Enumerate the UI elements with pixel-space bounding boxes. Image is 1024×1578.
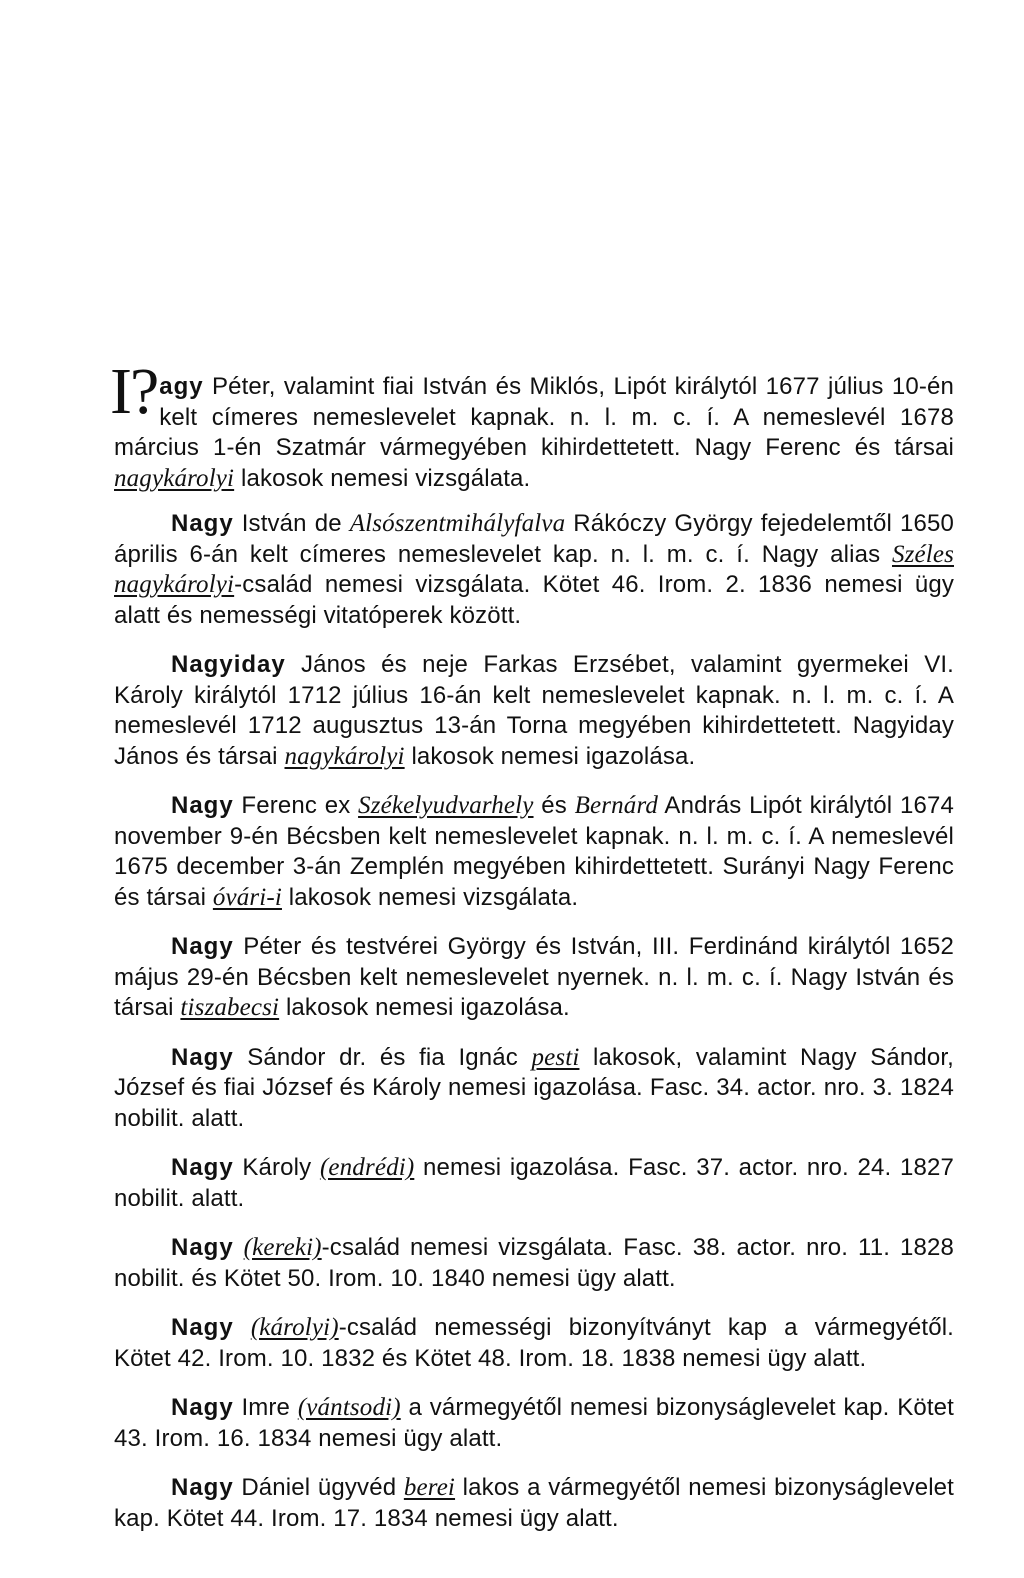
place-name-italic: (endrédi) xyxy=(319,1154,415,1181)
place-name-italic: (vántsodi) xyxy=(297,1394,401,1421)
entry-lead-name: Nagy xyxy=(171,510,234,537)
place-name-italic: Alsószentmihályfalva xyxy=(349,510,566,537)
entry-lead-name: Nagyiday xyxy=(171,651,286,678)
body-text: lakosok, valamint Nagy Sándor, József és fiai József és Károly nemesi igazolása. Fasc. 34. actor. nro. 3. 1824 nobilit. alatt. xyxy=(114,1043,954,1132)
body-text: -család nemesi vizsgálata. Kötet 46. Irom. 2. 1836 nemesi ügy alatt és nemességi vitatóperek között. xyxy=(114,571,954,629)
body-text: Rákóczy György fejedelemtől 1650 április 6-án kelt címeres nemeslevelet kap. n. l. m. c. í. Nagy alias xyxy=(114,510,954,568)
entry-lead-name: Nagy xyxy=(171,1394,234,1421)
entry-nagy-peter-1652 xyxy=(114,932,954,1024)
place-name-italic: Székelyudvarhely xyxy=(358,792,534,819)
document-page xyxy=(110,355,954,1553)
place-name-italic: nagykárolyi xyxy=(284,742,405,770)
entry-lead-name: Nagy xyxy=(171,933,234,960)
entry-lead-name: Nagy xyxy=(171,1314,234,1341)
drop-cap-initial: I? xyxy=(110,355,158,428)
place-name-italic: nagykárolyi xyxy=(114,464,235,492)
body-text: István de xyxy=(233,510,350,537)
body-text: -család nemesi vizsgálata. Fasc. 38. actor. nro. 11. 1828 nobilit. és Kötet 50. Irom. 10. 1840 nemesi ügy alatt. xyxy=(114,1234,954,1292)
place-name-italic: óvári-i xyxy=(212,883,282,911)
body-text: Dániel ügyvéd xyxy=(233,1474,404,1501)
body-text: lakosok nemesi vizsgálata. xyxy=(234,464,531,492)
place-name-italic: Bernárd xyxy=(574,792,659,819)
body-text: Péter, valamint fiai István és Miklós, Lipót királytól 1677 július 10-én kelt címeres nemeslevelet kapnak. n. l. m. c. í. A nemeslevél 1678 március 1-én Szatmár vármegyében kihirdettetett. Nagy Ferenc és társai xyxy=(114,373,954,461)
entry-lead-name: Nagy xyxy=(171,1234,234,1261)
entry-nagy-kereki xyxy=(114,1233,954,1294)
body-text: lakosok nemesi igazolása. xyxy=(279,994,570,1021)
entry-nagy-karolyi xyxy=(114,1313,954,1374)
place-name-italic: pesti xyxy=(531,1043,580,1071)
entry-lead-name: Nagy xyxy=(171,1154,234,1181)
entry-nagy-imre-vantsodi xyxy=(114,1393,954,1454)
body-text: János és neje Farkas Erzsébet, valamint gyermekei VI. Károly királytól 1712 július 16-án kelt nemeslevelet kapnak. n. l. m. c. í. A nemeslevél 1712 augusztus 13-án Torna megyében kihirdettetett. Nagyiday János és társai xyxy=(114,651,954,770)
entry-lead-name: Nagy xyxy=(171,1474,234,1501)
body-text: lakosok nemesi igazolása. xyxy=(404,742,696,770)
body-text: Ferenc ex xyxy=(233,792,359,819)
place-name-italic: tiszabecsi xyxy=(180,994,280,1021)
place-name-italic: berei xyxy=(403,1474,456,1501)
body-text: Károly xyxy=(233,1154,320,1181)
entry-nagy-ferenc-szekelyudvarhely xyxy=(114,791,954,913)
body-text: András Lipót királytól 1674 november 9-én Bécsben kelt nemeslevelet kapnak. n. l. m. c. í. A nemeslevél 1675 december 3-án Zemplén megyében kihirdettetett. Surányi Nagy Ferenc és társai xyxy=(114,792,954,911)
place-name-italic: (károlyi) xyxy=(250,1314,339,1341)
body-text: Sándor dr. és fia Ignác xyxy=(233,1043,532,1071)
entry-nagy-istvan-alsoszentmihalyfalva xyxy=(114,509,954,631)
entry-lead-name: Nagy xyxy=(171,1043,234,1071)
body-text: a vármegyétől nemesi bizonyságlevelet kap. Kötet 43. Irom. 16. 1834 nemesi ügy alatt. xyxy=(114,1394,954,1452)
entry-nagy-sandor-pesti xyxy=(114,1043,954,1135)
entry-nagy-daniel-berei xyxy=(114,1473,954,1534)
place-name-italic: Széles nagykárolyi xyxy=(114,540,954,598)
body-text: Imre xyxy=(233,1394,298,1421)
entry-nagy-peter-1677 xyxy=(110,355,954,494)
body-text: nemesi igazolása. Fasc. 37. actor. nro. 24. 1827 nobilit. alatt. xyxy=(114,1154,954,1212)
entry-lead-word: agy xyxy=(159,373,204,400)
entry-nagy-karoly-endredi xyxy=(114,1153,954,1214)
body-text xyxy=(234,1314,251,1341)
entry-lead-name: Nagy xyxy=(171,792,234,819)
body-text: lakos a vármegyétől nemesi bizonyságlevelet kap. Kötet 44. Irom. 17. 1834 nemesi ügy alatt. xyxy=(114,1474,954,1532)
body-text: és xyxy=(533,792,575,819)
body-text xyxy=(234,1234,244,1261)
entry-nagyiday-janos xyxy=(114,650,954,772)
body-text: Péter és testvérei György és István, III. Ferdinánd királytól 1652 május 29-én Bécsben kelt nemeslevelet nyernek. n. l. m. c. í. Nagy István és társai xyxy=(114,933,954,1021)
body-text: -család nemességi bizonyítványt kap a vármegyétől. Kötet 42. Irom. 10. 1832 és Kötet 48. Irom. 18. 1838 nemesi ügy alatt. xyxy=(114,1314,954,1372)
body-text: lakosok nemesi vizsgálata. xyxy=(281,883,579,911)
place-name-italic: (kereki) xyxy=(243,1234,322,1261)
entry-body xyxy=(114,373,954,492)
